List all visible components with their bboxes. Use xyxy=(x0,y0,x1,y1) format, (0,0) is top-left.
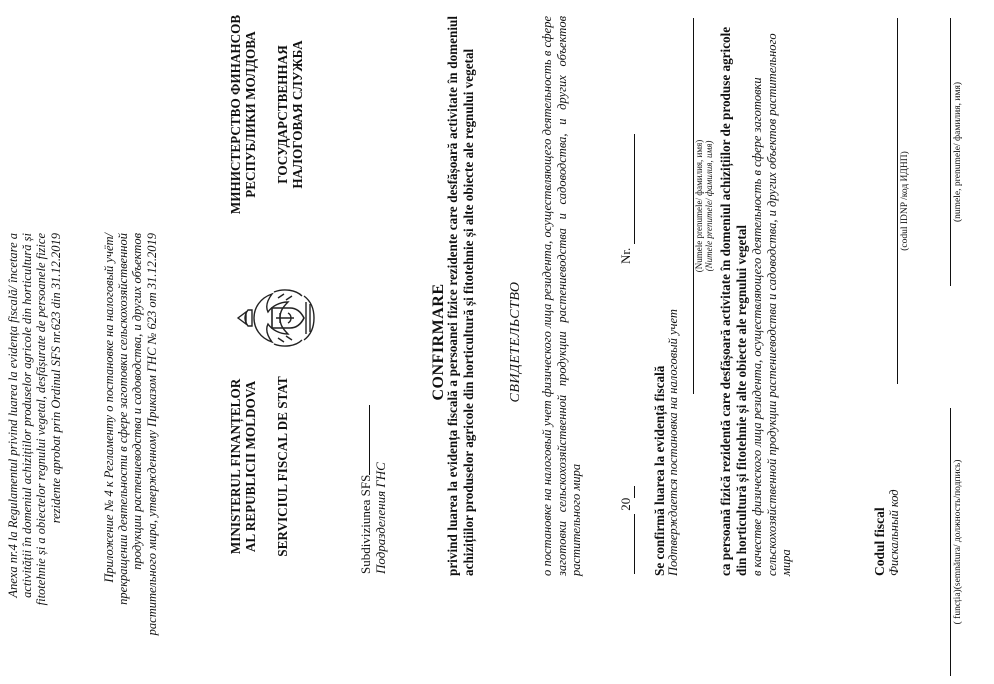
idnp-blank-line[interactable] xyxy=(897,18,898,384)
service-line1-ru: ГОСУДАРСТВЕННАЯ xyxy=(275,45,290,184)
service-line2-ru: НАЛОГОВАЯ СЛУЖБА xyxy=(290,40,305,189)
subdivision-label-ru: Подразделения ГНС xyxy=(373,462,388,574)
service-name-ru xyxy=(275,7,305,222)
date-year-prefix: 20 xyxy=(618,497,633,511)
fiscal-code-label-ro: Codul fiscal xyxy=(872,507,887,576)
annex-note-ru: Приложение № 4 к Регламенту о постановке на налоговый учёт/ прекращении деятельности в сфере заготовки сельскохозяйственной продукции растениеводства и садоводства, и других объектов растительного мира, утвержденному Приказом ГНС № 623 от 31.12.2019 xyxy=(102,233,159,636)
name-caption-ru: (Numele prenumele/ фамилия, имя) xyxy=(704,140,714,272)
number-blank-line[interactable] xyxy=(618,135,635,245)
ministry-line1-ru: МИНИСТЕРСТВО ФИНАНСОВ xyxy=(228,14,243,215)
signer-name-caption: (numele, prenumele/ фамилия, имя) xyxy=(953,81,963,223)
idnp-caption: (codul IDNP /код ИДНП) xyxy=(900,151,910,251)
document-title-ru: СВИДЕТЕЛЬСТВО xyxy=(508,281,523,403)
ministry-name-ro xyxy=(228,359,258,574)
name-caption-ro: (Numele prenumele/ фамилия, имя) xyxy=(694,139,704,273)
date-field xyxy=(618,374,635,574)
number-field xyxy=(618,24,635,264)
subdivision-label-ro: Subdiviziunea SFS xyxy=(358,474,373,574)
ministry-line2-ro: AL REPUBLICII MOLDOVA xyxy=(243,380,258,553)
capacity-statement-ro: ca persoană fizică rezidentă care desfășoară activitate în domeniul achizițiilor de produse agricole din horticultură și fitotehnie și alte obiecte ale regnului vegetal xyxy=(718,26,749,576)
moldova-coat-of-arms-icon xyxy=(232,282,318,354)
signer-name-blank-line[interactable] xyxy=(950,18,951,286)
confirm-statement-ru: Подтверждается постановка на налоговый учет xyxy=(666,309,680,576)
ministry-line1-ro: MINISTERUL FINANȚELOR xyxy=(228,378,243,555)
document-subject-ru: о постановке на налоговый учет физического лица резидента, осуществляющего деятельность в сфере заготовки сельскохозяйственной продукции растениеводства и садоводства, и других объектов растительного мира xyxy=(540,16,583,576)
date-blank-line[interactable] xyxy=(618,514,635,574)
number-label: Nr. xyxy=(618,247,633,264)
fiscal-code-label-ru: Фискальный код xyxy=(887,489,901,576)
signature-blank-line[interactable] xyxy=(950,408,951,676)
subdivision-blank-line[interactable] xyxy=(369,405,370,475)
document-subject-ro: privind luarea la evidența fiscală a persoanei fizice rezidente care desfășoară activitate în domeniul achizițiilor produselor agricole din horticultură și fitotehnie și alte obiecte ale regnului vegetal xyxy=(445,16,476,576)
year-blank-line[interactable] xyxy=(618,486,635,498)
signature-caption: ( funcția)(semnătura/ должность/подпись) xyxy=(953,459,963,625)
service-name-ro: SERVICIUL FISCAL DE STAT xyxy=(275,376,290,557)
ministry-line2-ru: РЕСПУБЛИКИ МОЛДОВА xyxy=(243,31,258,198)
capacity-statement-ru: в качестве физического лица резидента, осуществляющего деятельность в сфере заготовки сельскохозяйственной продукции растениеводства и садоводства, и других объектов растительного мира xyxy=(750,33,793,576)
document-title: CONFIRMARE xyxy=(430,283,447,401)
ministry-name-ru xyxy=(228,7,258,222)
annex-note-ro: Anexa nr.4 la Regulamentul privind luarea la evidența fiscală/ încetare a activității în domeniul achizițiilor produselor agricole din horticultură și fitotehnie și a obiectelor regnului vegetal, desfășurate de persoanele fizice rezidente aprobat prin Ordinul SFS nr.623 din 31.12.2019 xyxy=(6,233,63,606)
subdivision-field xyxy=(358,374,388,574)
confirm-statement-ro: Se confirmă luarea la evidență fiscală xyxy=(652,365,667,576)
